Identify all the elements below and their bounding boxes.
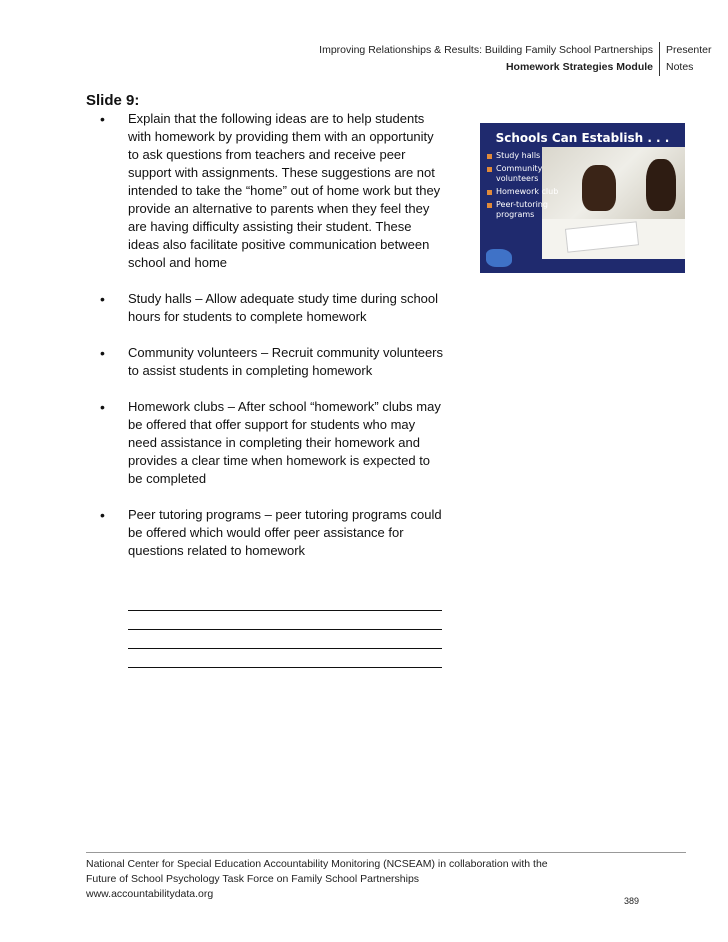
slide-list [486,151,566,223]
slide-list-item: Homework club [486,187,566,197]
note-bullet: • Explain that the following ideas are to help students with homework by providing them with an opportunity to ask questions from teachers and receive peer support with assignments. These suggestions are not intended to take the “home” out of home work but they provide an alternative to parents when they feel they are having difficulty assisting their student. These ideas also facilitate positive communication between school and home [96,110,446,272]
student-shape [646,159,676,211]
header-module: Homework Strategies Module [505,61,653,73]
note-bullet: • Community volunteers – Recruit community volunteers to assist students in completing homework [96,344,446,380]
blank-line [128,611,442,630]
header-side-label [664,42,712,76]
page-footer [86,857,548,902]
notes-blank-lines [128,592,442,668]
header-side-top: Presenter [666,44,712,56]
page-number: 389 [624,896,640,906]
note-bullet: • Peer tutoring programs – peer tutoring programs could be offered which would offer peer assistance for questions related to homework [96,506,446,560]
footer-url: www.accountabilitydata.org [86,888,214,900]
blank-line [128,649,442,668]
blank-line [128,630,442,649]
slide-thumbnail [480,123,685,273]
student-shape [582,165,616,211]
ncseam-map-logo-icon [486,249,512,267]
slide-list-item: Community volunteers [486,164,566,184]
slide-list-item: Study halls [486,151,566,161]
slide-title: Slide 9: [86,92,140,109]
footer-line: Future of School Psychology Task Force on Family School Partnerships [86,873,420,885]
slide-heading: Schools Can Establish . . . [495,131,670,145]
slide-list-item: Peer-tutoring programs [486,200,566,220]
notes-list [96,110,446,578]
note-bullet: • Homework clubs – After school “homework” clubs may be offered that offer support for students who may need assistance in completing their homework and provides a clear time when homework is expected to be completed [96,398,446,488]
page-header [0,42,728,82]
footer-divider [86,852,686,853]
header-side-bottom: Notes [666,61,694,73]
header-title-block [319,42,660,76]
blank-line [128,592,442,611]
footer-line: National Center for Special Education Accountability Monitoring (NCSEAM) in collaboration with the [86,858,548,870]
header-title: Improving Relationships & Results: Building Family School Partnerships [319,44,653,56]
note-bullet: • Study halls – Allow adequate study time during school hours for students to complete homework [96,290,446,326]
